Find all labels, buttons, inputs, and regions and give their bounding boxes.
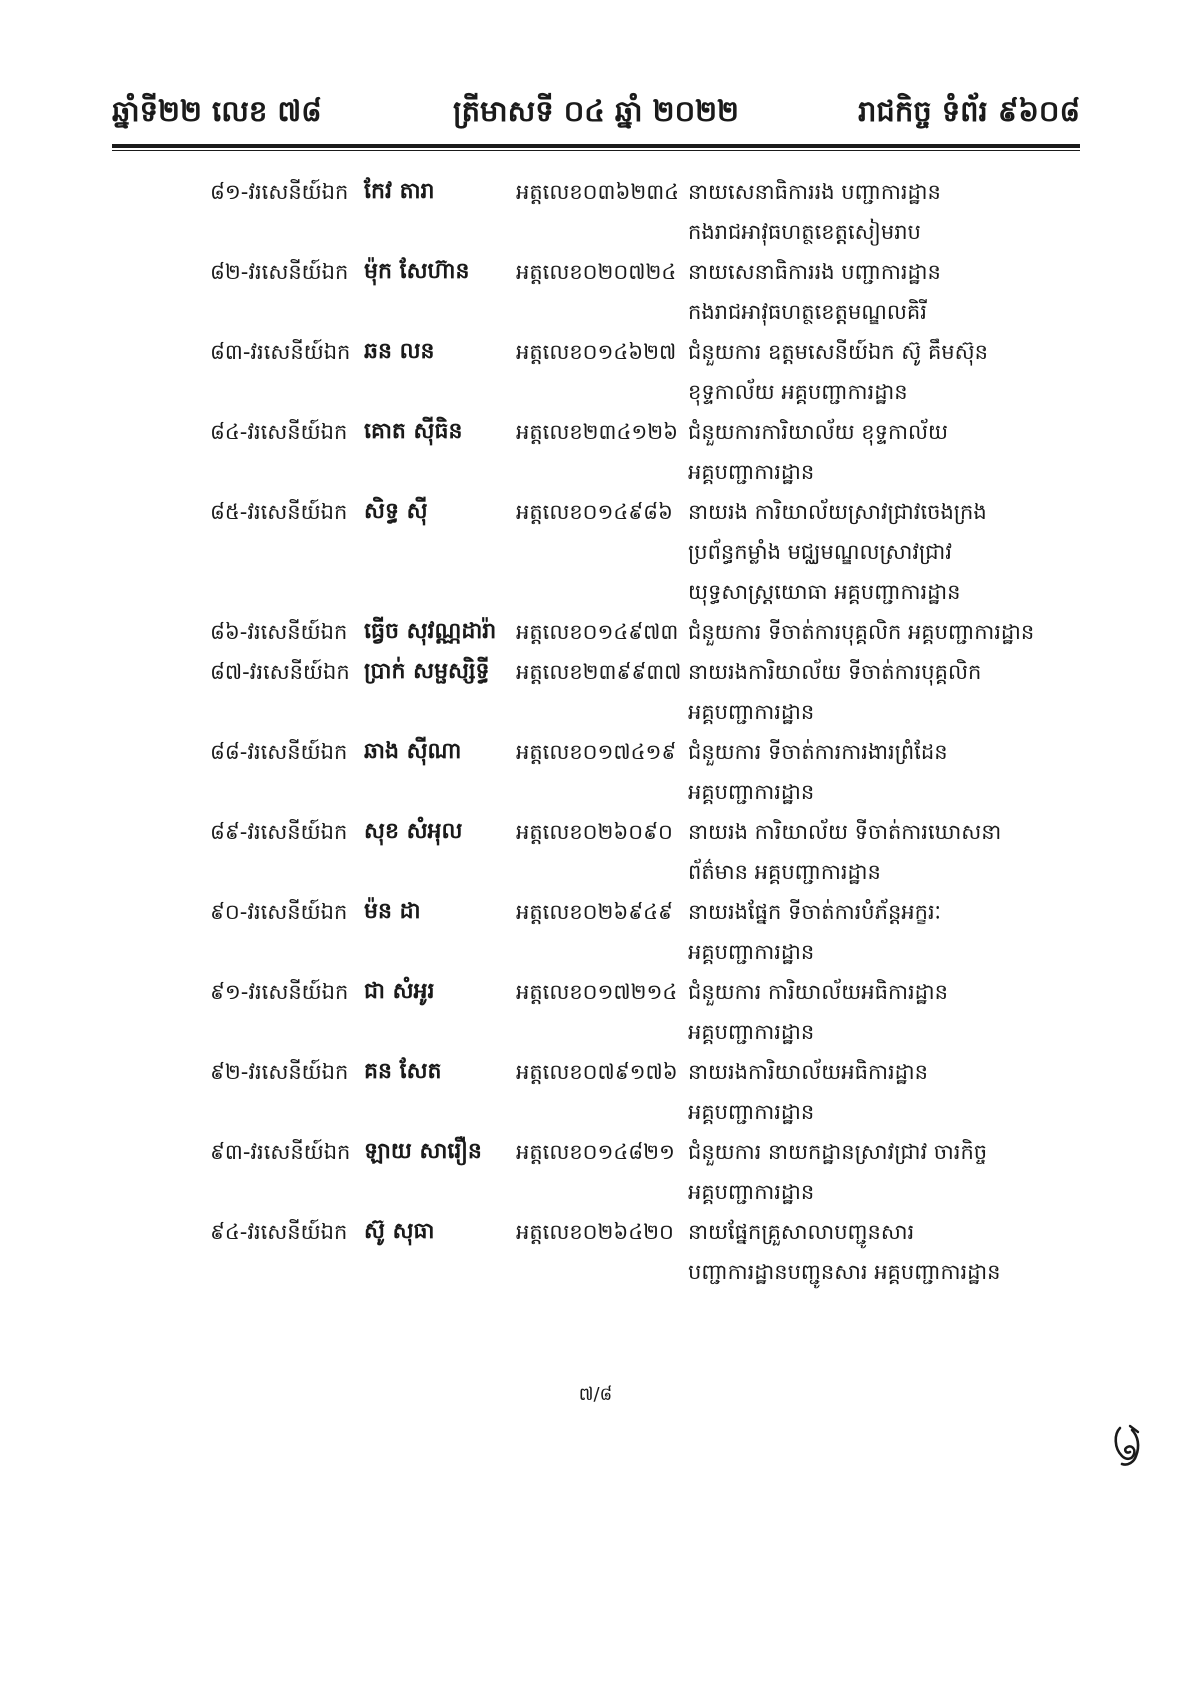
entry-line [0, 492, 1191, 532]
officer-name: ម៉ន ដា [364, 899, 421, 924]
officer-rank: ៩៤-វរសេនីយ៍ឯក [210, 1220, 348, 1244]
officer-name: ម៉ុក សែហ៊ាន [364, 259, 470, 284]
entry-line [0, 852, 1191, 892]
list-item [0, 972, 1191, 1052]
entry-line [0, 612, 1191, 652]
issue-label: ឆ្នាំទី២២ លេខ ៧៨ [112, 94, 322, 128]
service-number: អត្តលេខ០១៧៤១៩ [516, 740, 677, 764]
officer-rank: ៨៧-វរសេនីយ៍ឯក [210, 660, 350, 684]
position-title: ព័ត៌មាន អគ្គបញ្ជាការដ្ឋាន [688, 860, 881, 884]
officer-name: ប្រាក់ សម្ផស្សិទ្ធី [364, 659, 490, 684]
entry-line [0, 572, 1191, 612]
position-title: អគ្គបញ្ជាការដ្ឋាន [688, 1020, 815, 1044]
list-item [0, 732, 1191, 812]
entry-line [0, 772, 1191, 812]
officer-name: ឆាង ស៊ីណា [364, 739, 462, 764]
appointment-list [0, 172, 1191, 1292]
officer-name: គោត ស៊ីធិន [364, 419, 463, 444]
entry-line [0, 1172, 1191, 1212]
header-rule-thin [112, 150, 1080, 151]
officer-rank: ៨៤-វរសេនីយ៍ឯក [210, 420, 348, 444]
page-header [112, 94, 1080, 144]
list-item [0, 1212, 1191, 1292]
service-number: អត្តលេខ០១៤៩៧៣ [516, 620, 679, 644]
list-item [0, 172, 1191, 252]
entry-line [0, 172, 1191, 212]
position-title: ជំនួយការ ទីចាត់ការបុគ្គលិក អគ្គបញ្ជាការដ្ឋាន [688, 620, 1035, 644]
position-title: ជំនួយការ នាយកដ្ឋានស្រាវជ្រាវ ចារកិច្ច [688, 1140, 988, 1164]
entry-line [0, 1012, 1191, 1052]
position-title: អគ្គបញ្ជាការដ្ឋាន [688, 940, 815, 964]
officer-rank: ៩៣-វរសេនីយ៍ឯក [210, 1140, 351, 1164]
position-title: ជំនួយការ ឧត្តមសេនីយ៍ឯក ស៊ូ គឹមស៊ុន [688, 340, 988, 364]
list-item [0, 412, 1191, 492]
entry-line [0, 732, 1191, 772]
service-number: អត្តលេខ០២៦៤២០ [516, 1220, 674, 1244]
officer-rank: ៩២-វរសេនីយ៍ឯក [210, 1060, 349, 1084]
service-number: អត្តលេខ០២៦៩៤៩ [516, 900, 673, 924]
officer-rank: ៨២-វរសេនីយ៍ឯក [210, 260, 349, 284]
position-title: នាយសេនាធិការរង បញ្ជាការដ្ឋាន [688, 180, 941, 204]
entry-line [0, 892, 1191, 932]
officer-rank: ៨៥-វរសេនីយ៍ឯក [210, 500, 348, 524]
officer-rank: ៨១-វរសេនីយ៍ឯក [210, 180, 349, 204]
service-number: អត្តលេខ០៣៦២៣៤ [516, 180, 680, 204]
service-number: អត្តលេខ០១៤៦២៧ [516, 340, 677, 364]
list-item [0, 812, 1191, 892]
position-title: ខុទ្ទកាល័យ អគ្គបញ្ជាការដ្ឋាន [688, 380, 908, 404]
position-title: ជំនួយការ ទីចាត់ការការងារព្រំដែន [688, 740, 948, 764]
officer-name: សុខ សំអុល [364, 819, 463, 844]
entry-line [0, 452, 1191, 492]
officer-name: ស៊ូ សុធា [364, 1219, 435, 1244]
officer-name: ឡាយ សារឿន [364, 1139, 482, 1164]
entry-line [0, 372, 1191, 412]
officer-rank: ៨៣-វរសេនីយ៍ឯក [210, 340, 351, 364]
entry-line [0, 252, 1191, 292]
list-item [0, 1132, 1191, 1212]
page-number: ៧/៨ [578, 1384, 613, 1405]
position-title: នាយសេនាធិការរង បញ្ជាការដ្ឋាន [688, 260, 941, 284]
entry-line [0, 1132, 1191, 1172]
position-title: បញ្ជាការដ្ឋានបញ្ជូនសារ អគ្គបញ្ជាការដ្ឋាន [688, 1260, 1001, 1284]
position-title: ជំនួយការការិយាល័យ ខុទ្ទកាល័យ [688, 420, 948, 444]
position-title: អគ្គបញ្ជាការដ្ឋាន [688, 1180, 815, 1204]
list-item [0, 892, 1191, 972]
officer-rank: ៩០-វរសេនីយ៍ឯក [210, 900, 348, 924]
position-title: អគ្គបញ្ជាការដ្ឋាន [688, 460, 815, 484]
service-number: អត្តលេខ២៣៤១២៦ [516, 420, 679, 444]
entry-line [0, 692, 1191, 732]
officer-rank: ៨៦-វរសេនីយ៍ឯក [210, 620, 348, 644]
officer-rank: ៨៨-វរសេនីយ៍ឯក [210, 740, 348, 764]
position-title: នាយផ្នែកគ្រួសាលាបញ្ជូនសារ [688, 1220, 915, 1244]
entry-line [0, 972, 1191, 1012]
list-item [0, 652, 1191, 732]
position-title: នាយរងការិយាល័យ ទីចាត់ការបុគ្គលិក [688, 660, 982, 684]
entry-line [0, 332, 1191, 372]
position-title: នាយរងផ្នែក ទីចាត់ការបំភ័ន្តអក្ខរៈ [688, 900, 942, 924]
position-title: នាយរង ការិយាល័យ ទីចាត់ការឃោសនា [688, 820, 1002, 844]
service-number: អត្តលេខ០១៤៩៨៦ [516, 500, 673, 524]
service-number: អត្តលេខ០២៦០៩០ [516, 820, 673, 844]
entry-line [0, 212, 1191, 252]
officer-name: កែវ តារា [364, 179, 435, 204]
initial-signature-mark [1110, 1422, 1146, 1468]
service-number: អត្តលេខ០១៤៨២១ [516, 1140, 675, 1164]
entry-line [0, 1252, 1191, 1292]
position-title: យុទ្ធសាស្ត្រយោធា អគ្គបញ្ជាការដ្ឋាន [688, 580, 961, 604]
officer-name: គន សែត [364, 1059, 442, 1084]
list-item [0, 492, 1191, 612]
entry-line [0, 652, 1191, 692]
list-item [0, 252, 1191, 332]
entry-line [0, 932, 1191, 972]
position-title: កងរាជអាវុធហត្ថខេត្តមណ្ឌលគិរី [688, 300, 927, 324]
list-item [0, 612, 1191, 652]
position-title: កងរាជអាវុធហត្ថខេត្តសៀមរាប [688, 220, 921, 244]
entry-line [0, 532, 1191, 572]
service-number: អត្តលេខ០៧៩១៧៦ [516, 1060, 678, 1084]
entry-line [0, 1212, 1191, 1252]
officer-rank: ៨៩-វរសេនីយ៍ឯក [210, 820, 348, 844]
position-title: អគ្គបញ្ជាការដ្ឋាន [688, 1100, 815, 1124]
position-title: អគ្គបញ្ជាការដ្ឋាន [688, 700, 815, 724]
officer-rank: ៩១-វរសេនីយ៍ឯក [210, 980, 349, 1004]
list-item [0, 332, 1191, 412]
position-title: អគ្គបញ្ជាការដ្ឋាន [688, 780, 815, 804]
entry-line [0, 812, 1191, 852]
service-number: អត្តលេខ០២០៧២៤ [516, 260, 677, 284]
quarter-label: ត្រីមាសទី ០៤ ឆ្នាំ ២០២២ [452, 94, 740, 128]
entry-line [0, 292, 1191, 332]
entry-line [0, 1092, 1191, 1132]
header-rule-thick [112, 144, 1080, 148]
position-title: នាយរង ការិយាល័យស្រាវជ្រាវចេងក្រង [688, 500, 987, 524]
officer-name: ធ្វើច សុវណ្ណដារ៉ា [364, 619, 497, 644]
entry-line [0, 1052, 1191, 1092]
service-number: អត្តលេខ២៣៩៩៣៧ [516, 660, 682, 684]
position-title: នាយរងការិយាល័យអធិការដ្ឋាន [688, 1060, 928, 1084]
service-number: អត្តលេខ០១៧២១៤ [516, 980, 678, 1004]
list-item [0, 1052, 1191, 1132]
officer-name: សិទ្ធ ស៊ី [364, 499, 428, 524]
officer-name: ឆន លន [364, 339, 435, 364]
position-title: ជំនួយការ ការិយាល័យអធិការដ្ឋាន [688, 980, 948, 1004]
position-title: ប្រព័ន្ធកម្លាំង មជ្ឈមណ្ឌលស្រាវជ្រាវ [688, 540, 952, 564]
entry-line [0, 412, 1191, 452]
officer-name: ជា សំអូរ [364, 979, 435, 1004]
gazette-page-label: រាជកិច្ច ទំព័រ ៩៦០៨ [858, 94, 1080, 128]
